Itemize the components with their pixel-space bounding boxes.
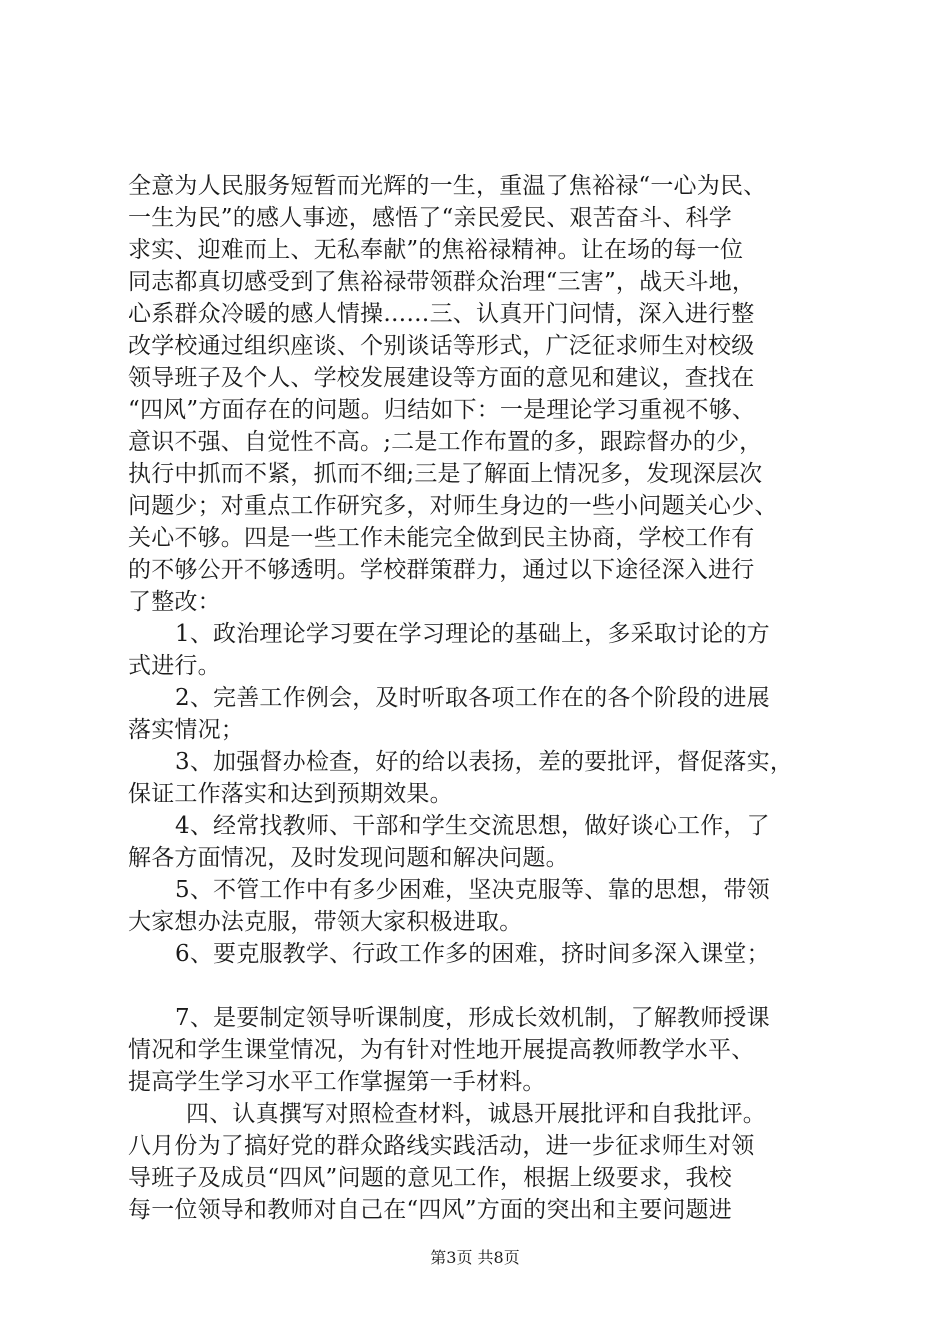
list-item-2: 2、完善工作例会，及时听取各项工作在的各个阶段的进展 [175,685,770,711]
section-heading-4: 四、认真撰写对照检查材料，诚恳开展批评和自我批评。 [186,1101,766,1127]
list-item-1: 1、政治理论学习要在学习理论的基础上，多采取讨论的方 [175,621,770,647]
text-line: 领导班子及个人、学校发展建设等方面的意见和建议，查找在 [128,365,755,391]
text-line: 保证工作落实和达到预期效果。 [128,781,453,807]
text-line: 的不够公开不够透明。学校群策群力，通过以下途径深入进行 [128,557,755,583]
body-text [128,170,840,1226]
blank-line [128,970,840,1002]
list-item-6: 6、要克服教学、行政工作多的困难，挤时间多深入课堂； [175,941,770,967]
list-item-7: 7、是要制定领导听课制度，形成长效机制，了解教师授课 [175,1005,770,1031]
text-line: 大家想办法克服，带领大家积极进取。 [128,909,523,935]
page-number: 第3页 共8页 [430,1248,520,1267]
list-item-4: 4、经常找教师、干部和学生交流思想，做好谈心工作，了 [175,813,770,839]
text-line: 每一位领导和教师对自己在“四风”方面的突出和主要问题进 [128,1197,732,1223]
text-line: 解各方面情况，及时发现问题和解决问题。 [128,845,569,871]
text-line: 改学校通过组织座谈、个别谈话等形式，广泛征求师生对校级 [128,333,755,359]
text-line: 心系群众冷暖的感人情操……三、认真开门问情，深入进行整 [128,301,755,327]
text-line: 同志都真切感受到了焦裕禄带领群众治理“三害”，战天斗地， [128,269,756,295]
text-line: 意识不强、自觉性不高。;二是工作布置的多，跟踪督办的少， [128,429,763,455]
text-line: 提高学生学习水平工作掌握第一手材料。 [128,1069,546,1095]
text-line: 情况和学生课堂情况，为有针对性地开展提高教师教学水平、 [128,1037,755,1063]
text-line: 关心不够。四是一些工作未能完全做到民主协商，学校工作有 [128,525,755,551]
text-line: 八月份为了搞好党的群众路线实践活动，进一步征求师生对领 [128,1133,755,1159]
text-line: 了整改： [128,589,221,615]
text-line: 求实、迎难而上、无私奉献”的焦裕禄精神。让在场的每一位 [128,237,744,263]
text-line: 落实情况； [128,717,244,743]
text-line: 式进行。 [128,653,221,679]
list-item-5: 5、不管工作中有多少困难，坚决克服等、靠的思想，带领 [175,877,770,903]
text-line: “四风”方面存在的问题。归结如下：一是理论学习重视不够、 [128,397,756,423]
text-line: 问题少；对重点工作研究多，对师生身边的一些小问题关心少、 [128,493,778,519]
list-item-3: 3、加强督办检查，好的给以表扬，差的要批评，督促落实， [175,749,794,775]
text-line: 一生为民”的感人事迹，感悟了“亲民爱民、艰苦奋斗、科学 [128,205,732,231]
text-line: 导班子及成员“四风”问题的意见工作，根据上级要求，我校 [128,1165,732,1191]
text-line: 全意为人民服务短暂而光辉的一生，重温了焦裕禄“一心为民、 [128,173,767,199]
text-line: 执行中抓而不紧，抓而不细;三是了解面上情况多，发现深层次 [128,461,763,487]
